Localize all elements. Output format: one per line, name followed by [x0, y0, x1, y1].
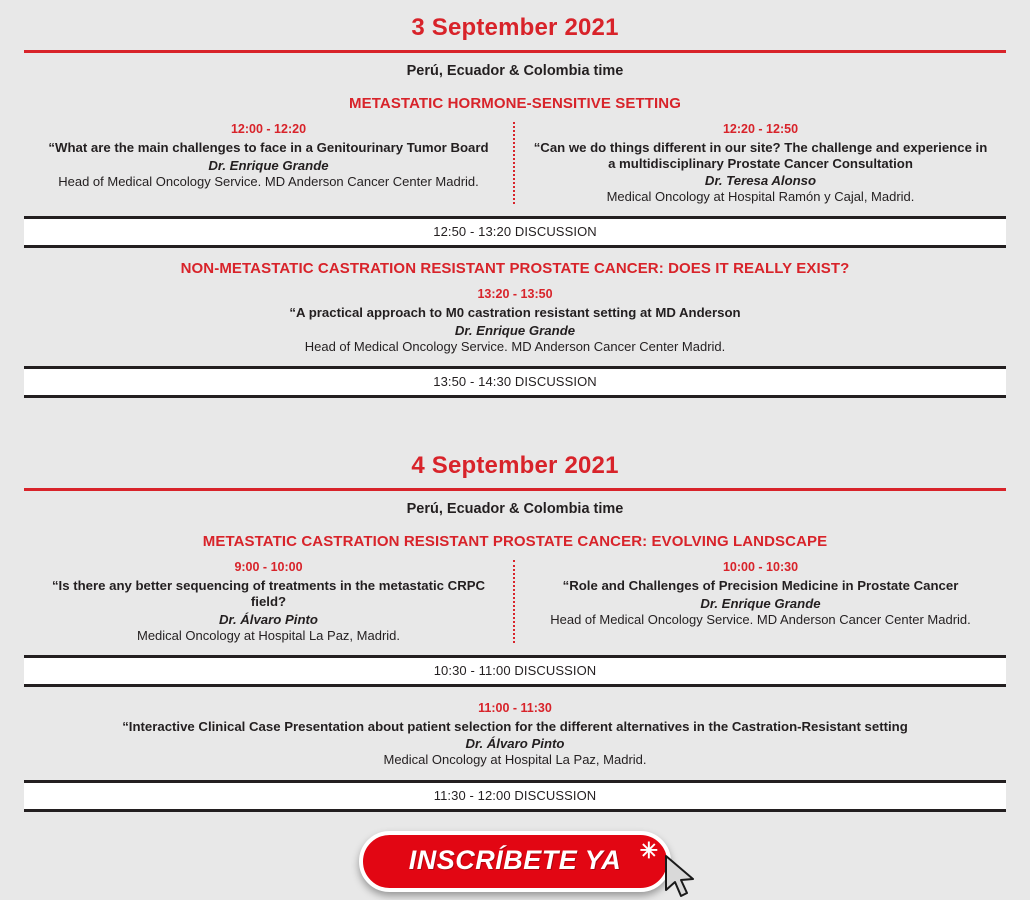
talk-time: 10:00 - 10:30 — [722, 560, 799, 575]
talk-row — [24, 560, 1006, 642]
talk-affiliation: Medical Oncology at Hospital La Paz, Madrid. — [383, 752, 647, 768]
talk-title: “What are the main challenges to face in a Genitourinary Tumor Board — [48, 140, 489, 155]
talk-item — [24, 122, 515, 204]
day-block-2 — [0, 438, 1030, 811]
register-button-label: INSCRÍBETE YA — [408, 845, 622, 876]
talk-row — [24, 122, 1006, 204]
session-title: NON-METASTATIC CASTRATION RESISTANT PROSTATE CANCER: DOES IT REALLY EXIST? — [180, 260, 850, 278]
talk-item — [515, 560, 1006, 642]
sparkle-icon: ✳ — [639, 837, 658, 863]
day-block-1 — [0, 0, 1030, 398]
talk-item — [24, 560, 515, 642]
talk-item — [515, 122, 1006, 204]
day-title: 4 September 2021 — [411, 452, 619, 480]
talk-time: 12:00 - 12:20 — [230, 122, 307, 136]
cta-area — [0, 830, 1030, 894]
session-title: METASTATIC HORMONE-SENSITIVE SETTING — [349, 95, 681, 112]
talk-speaker: Dr. Álvaro Pinto — [219, 611, 318, 627]
discussion-bar: 11:30 - 12:00 DISCUSSION — [24, 780, 1006, 812]
talk-speaker: Dr. Álvaro Pinto — [465, 736, 565, 752]
talk-title: “Role and Challenges of Precision Medicine in Prostate Cancer — [562, 578, 959, 594]
talk-speaker: Dr. Enrique Grande — [208, 157, 329, 173]
talk-affiliation: Head of Medical Oncology Service. MD Anderson Cancer Center Madrid. — [304, 339, 726, 355]
talk-time: 11:00 - 11:30 — [478, 700, 552, 715]
session-title: METASTATIC CASTRATION RESISTANT PROSTATE CANCER: EVOLVING LANDSCAPE — [202, 533, 828, 551]
talk-title: “Is there any better sequencing of treatments in the metastatic CRPC field? — [51, 578, 486, 609]
talk-affiliation: Medical Oncology at Hospital La Paz, Madrid. — [136, 627, 400, 643]
register-button[interactable] — [359, 831, 672, 892]
discussion-bar: 12:50 - 13:20 DISCUSSION — [24, 216, 1006, 248]
talk-speaker: Dr. Enrique Grande — [454, 323, 576, 339]
timezone-label: Perú, Ecuador & Colombia time — [406, 501, 624, 518]
talk-affiliation: Head of Medical Oncology Service. MD Anderson Cancer Center Madrid. — [58, 173, 479, 189]
day-title: 3 September 2021 — [411, 14, 619, 41]
talk-speaker: Dr. Enrique Grande — [700, 595, 821, 611]
talk-speaker: Dr. Teresa Alonso — [704, 173, 817, 189]
section-spacer — [0, 398, 1030, 438]
talk-item — [24, 287, 1006, 354]
talk-affiliation: Medical Oncology at Hospital Ramón y Cajal, Madrid. — [606, 189, 915, 205]
talk-time: 9:00 - 10:00 — [234, 560, 303, 575]
timezone-label: Perú, Ecuador & Colombia time — [406, 63, 624, 79]
discussion-bar: 13:50 - 14:30 DISCUSSION — [24, 366, 1006, 398]
discussion-bar: 10:30 - 11:00 DISCUSSION — [24, 655, 1006, 687]
talk-affiliation: Head of Medical Oncology Service. MD Anderson Cancer Center Madrid. — [550, 611, 971, 627]
talk-item — [24, 701, 1006, 768]
talk-time: 12:20 - 12:50 — [722, 122, 799, 136]
talk-title: “Interactive Clinical Case Presentation about patient selection for the different alternatives in the Castration-Resistant setting — [122, 718, 908, 734]
spacer — [24, 687, 1006, 701]
talk-title: “Can we do things different in our site? The challenge and experience in a multidisciplinary Prostate Cancer Consultation — [533, 140, 988, 171]
talk-title: “A practical approach to M0 castration resistant setting at MD Anderson — [289, 305, 741, 321]
talk-time: 13:20 - 13:50 — [477, 287, 553, 302]
